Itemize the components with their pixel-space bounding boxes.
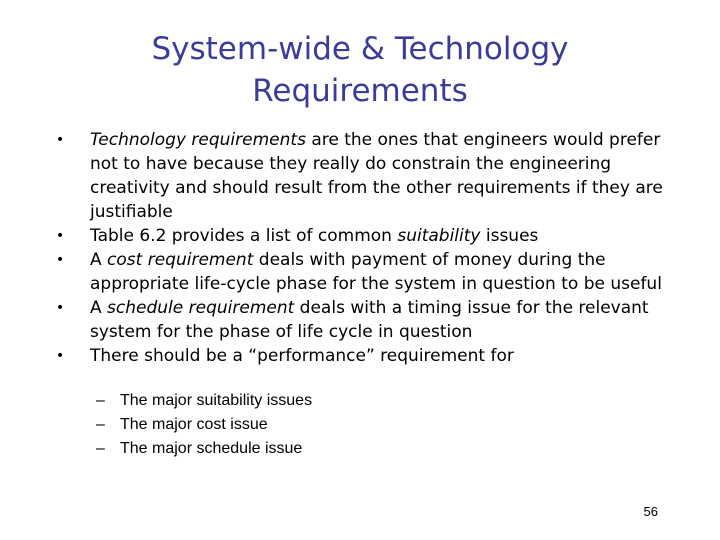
bullet-emphasis: suitability xyxy=(397,226,481,246)
sub-bullet-marker: – xyxy=(96,416,105,433)
sub-bullet-list xyxy=(96,389,312,461)
bullet-item-schedule xyxy=(56,296,666,344)
bullet-text: Table 6.2 provides a list of common xyxy=(90,226,398,246)
bullet-emphasis: schedule requirement xyxy=(107,298,295,318)
sub-bullet-marker: – xyxy=(96,440,105,457)
sub-bullet-text: The major cost issue xyxy=(120,416,268,433)
page-number: 56 xyxy=(643,504,658,519)
sub-bullet-item xyxy=(96,389,312,413)
bullet-text: A xyxy=(90,298,108,318)
sub-bullet-text: The major schedule issue xyxy=(120,440,303,457)
slide-title-line-1: System-wide & Technology xyxy=(151,31,569,67)
slide-title-line-2: Requirements xyxy=(252,73,468,109)
bullet-item-suitability xyxy=(56,224,666,248)
bullet-item-technology xyxy=(56,128,666,224)
sub-bullet-item xyxy=(96,413,312,437)
bullet-text: issues xyxy=(480,226,539,246)
bullet-marker: • xyxy=(56,252,65,268)
bullet-item-cost xyxy=(56,248,666,296)
bullet-marker: • xyxy=(56,300,65,316)
sub-bullet-marker: – xyxy=(96,392,105,409)
bullet-list xyxy=(56,128,666,368)
bullet-text: deals with a timing issue for the relevant system for the phase of life cycle in question xyxy=(90,298,649,342)
bullet-text: are the ones that engineers would prefer not to have because they really do constrain the engineering creativity and should result from the other requirements if they are justifiable xyxy=(90,130,663,222)
bullet-text: deals with payment of money during the appropriate life-cycle phase for the system in question to be useful xyxy=(90,250,662,294)
sub-bullet-item xyxy=(96,437,312,461)
bullet-item-performance xyxy=(56,344,666,368)
bullet-marker: • xyxy=(56,228,65,244)
bullet-text: A xyxy=(90,250,108,270)
bullet-marker: • xyxy=(56,132,65,148)
bullet-marker: • xyxy=(56,348,65,364)
slide-title xyxy=(0,28,720,112)
sub-bullet-text: The major suitability issues xyxy=(120,392,313,409)
bullet-emphasis: Technology requirements xyxy=(90,130,306,150)
bullet-text: There should be a “performance” requirement for xyxy=(90,346,514,366)
bullet-emphasis: cost requirement xyxy=(107,250,254,270)
